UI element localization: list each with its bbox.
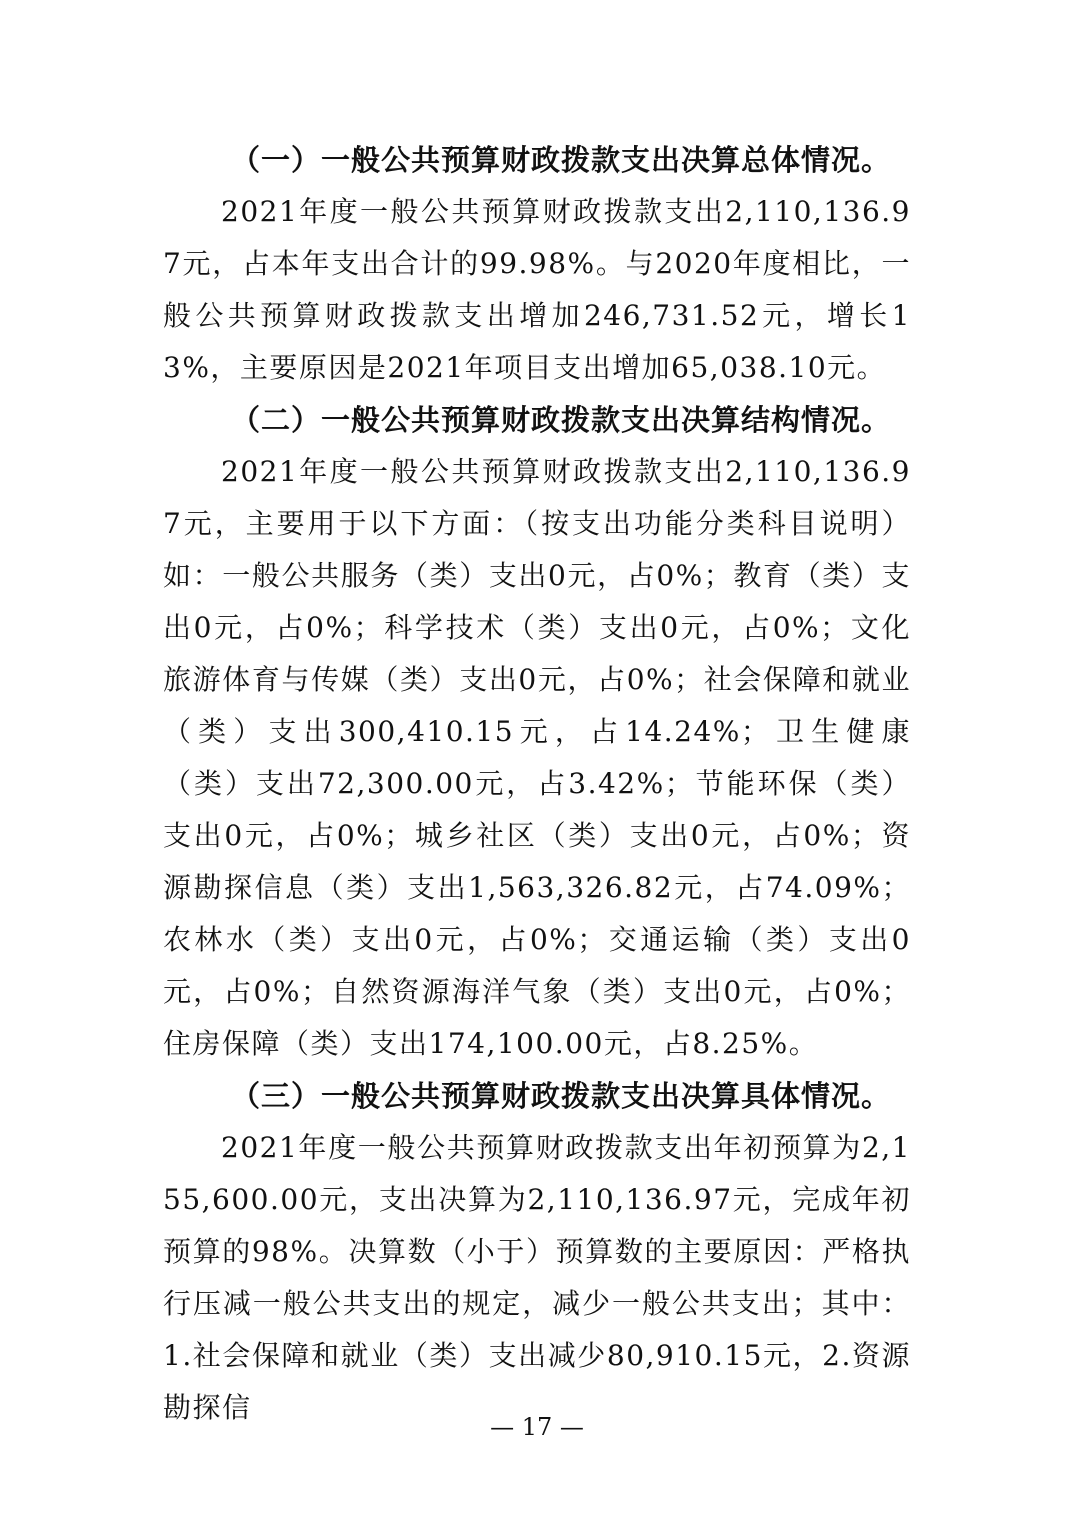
section-2-heading: （二）一般公共预算财政拨款支出决算结构情况。 bbox=[231, 403, 892, 437]
section-2-body: 2021年度一般公共预算财政拨款支出2,110,136.97元，主要用于以下方面：（按支出功能分类科目说明）如：一般公共服务（类）支出0元，占0%；教育（类）支出0元，占0%；科学技术（类）支出0元，占0%；文化旅游体育与传媒（类）支出0元，占0%；社会保障和就业（类）支出300,410.15元，占14.24%；卫生健康（类）支出72,300.00元，占3.42%；节能环保（类）支出0元，占0%；城乡社区（类）支出0元，占0%；资源勘探信息（类）支出1,563,326.82元，占74.09%；农林水（类）支出0元，占0%；交通运输（类）支出0元，占0%；自然资源海洋气象（类）支出0元，占0%；住房保障（类）支出174,100.00元，占8.25%。 bbox=[163, 455, 911, 1060]
page-number: — 17 — bbox=[490, 1413, 584, 1441]
section-3-heading: （三）一般公共预算财政拨款支出决算具体情况。 bbox=[231, 1079, 892, 1113]
section-1-heading: （一）一般公共预算财政拨款支出决算总体情况。 bbox=[231, 143, 892, 177]
section-1-body: 2021年度一般公共预算财政拨款支出2,110,136.97元，占本年支出合计的99.98%。与2020年度相比，一般公共预算财政拨款支出增加246,731.52元，增长13%，主要原因是2021年项目支出增加65,038.10元。 bbox=[163, 195, 911, 384]
section-3-body: 2021年度一般公共预算财政拨款支出年初预算为2,155,600.00元，支出决算为2,110,136.97元，完成年初预算的98%。决算数（小于）预算数的主要原因：严格执行压减一般公共支出的规定，减少一般公共支出；其中：1.社会保障和就业（类）支出减少80,910.15元，2.资源勘探信 bbox=[163, 1131, 911, 1424]
page-content bbox=[163, 134, 911, 1434]
